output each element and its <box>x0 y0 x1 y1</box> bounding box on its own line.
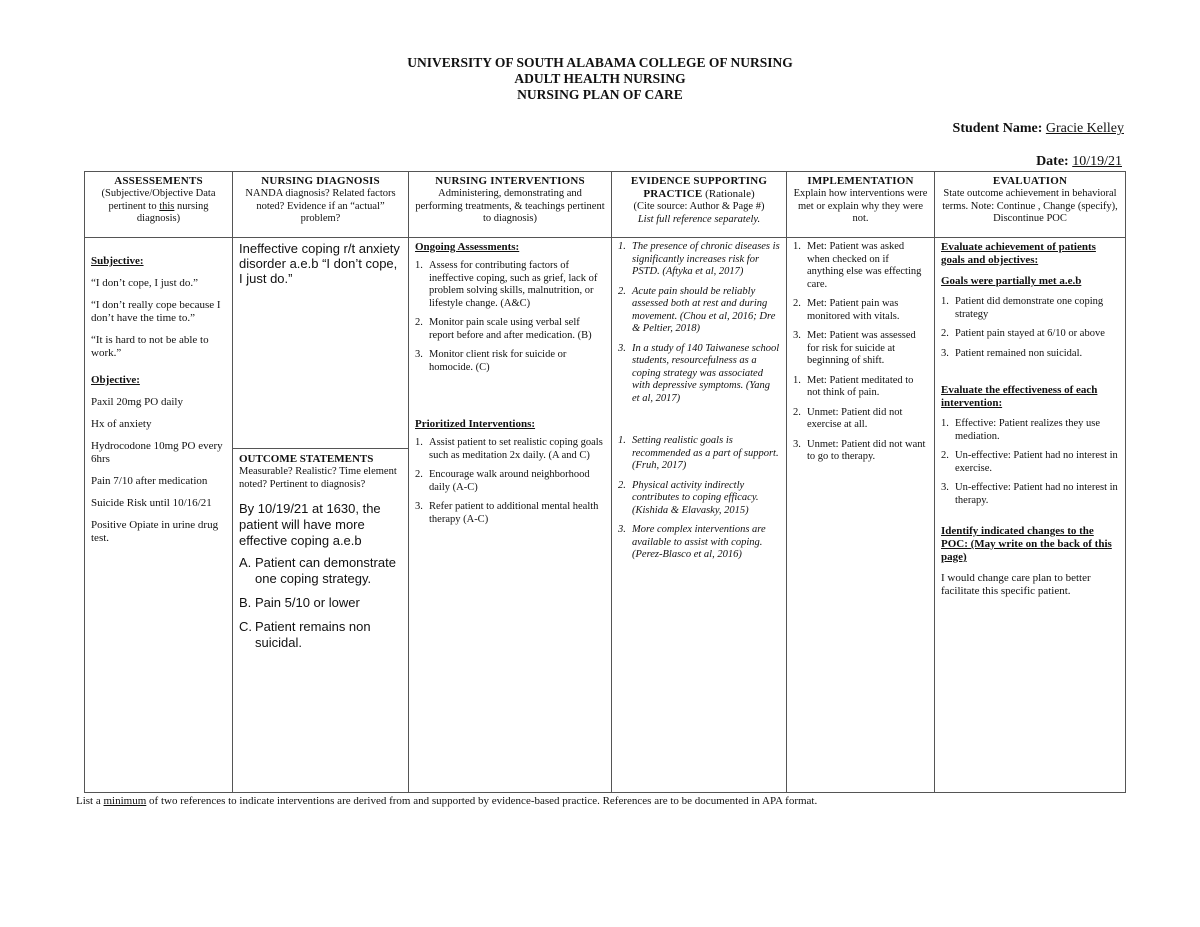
item-number: 2. <box>941 328 949 339</box>
item-number: 1. <box>793 241 801 252</box>
col-header-assessments <box>85 172 233 238</box>
goal-letter: C. <box>239 619 252 634</box>
item-text: The presence of chronic diseases is significantly increases risk for PSTD. (Aftyka et al, 2017) <box>632 241 780 277</box>
list-item <box>793 330 928 368</box>
diagnosis-box <box>233 238 408 449</box>
col-sub-assessments-3: diagnosis) <box>136 213 181 224</box>
item-number: 1. <box>415 437 423 448</box>
col-sub-evidence-italic: List full reference separately. <box>637 213 761 225</box>
item-number: 3. <box>941 482 949 493</box>
header-program: ADULT HEALTH NURSING <box>514 71 686 86</box>
item-number: 3. <box>415 349 423 360</box>
col-sub-assessments-2a: pertinent to <box>108 200 160 212</box>
item-number: 2. <box>415 469 423 480</box>
evaluation-cell <box>935 238 1126 793</box>
item-text: Monitor pain scale using verbal self report before and after medication. (B) <box>429 317 592 341</box>
eval-effect-list <box>941 418 1119 507</box>
item-text: Effective: Patient realizes they use mediation. <box>955 418 1100 442</box>
diagnosis-cell <box>233 238 409 793</box>
goal-letter: B. <box>239 595 252 610</box>
item-number: 2. <box>415 317 423 328</box>
evidence-list-ongoing <box>618 241 780 405</box>
item-number: 2. <box>941 450 949 461</box>
col-header-interventions <box>409 172 612 238</box>
eval-goals-list <box>941 296 1119 360</box>
implementation-cell <box>787 238 935 793</box>
document-header <box>0 55 1200 103</box>
list-item <box>793 298 928 323</box>
item-text: Assist patient to set realistic coping goals such as meditation 2x daily. (A and C) <box>429 437 603 461</box>
interventions-cell <box>409 238 612 793</box>
item-number: 3. <box>793 438 801 450</box>
list-item <box>793 439 928 464</box>
col-title-assessments: ASSESSEMENTS <box>114 175 203 187</box>
list-item <box>415 469 605 494</box>
list-item <box>618 480 780 518</box>
list-item <box>415 349 605 374</box>
assessments-cell <box>85 238 233 793</box>
item-text: Acute pain should be reliably assessed both at rest and during movement. (Chou et al, 2016; Dre & Peltier, 2018) <box>632 285 776 334</box>
goal-text: Patient remains non suicidal. <box>255 619 371 650</box>
goal-text: Patient can demonstrate one coping strategy. <box>255 555 396 586</box>
list-item <box>793 375 928 400</box>
item-text: Refer patient to additional mental health therapy (A-C) <box>429 501 599 525</box>
goal-text: Pain 5/10 or lower <box>255 595 360 610</box>
list-item <box>941 328 1119 341</box>
subjective-label: Subjective: <box>91 255 144 267</box>
list-item <box>415 260 605 310</box>
date-line <box>1036 154 1122 170</box>
student-name-label: Student Name: <box>952 121 1043 136</box>
item-text: Encourage walk around neighborhood daily (A-C) <box>429 469 590 493</box>
prioritized-interventions-label: Prioritized Interventions: <box>415 418 536 430</box>
list-item <box>618 343 780 406</box>
student-name-line <box>953 121 1124 137</box>
item-number: 2. <box>793 298 801 309</box>
col-sub-evidence: (Cite source: Author & Page #) <box>633 201 765 212</box>
col-title-interventions: NURSING INTERVENTIONS <box>435 175 585 187</box>
item-text: Setting realistic goals is recommended as a part of support. (Fruh, 2017) <box>632 435 779 471</box>
item-text: Met: Patient was asked when checked on if anything else was effecting care. <box>807 241 922 290</box>
item-text: Patient pain stayed at 6/10 or above <box>955 328 1105 339</box>
item-number: 1. <box>941 296 949 307</box>
subjective-item: “I don’t cope, I just do.” <box>91 277 199 289</box>
col-sub-diagnosis: NANDA diagnosis? Related factors noted? Evidence if an “actual” problem? <box>245 188 396 224</box>
col-sub-interventions: Administering, demonstrating and performing treatments, & teachings pertinent to diagnosis) <box>415 188 605 224</box>
item-number: 3. <box>618 342 626 354</box>
item-text: Unmet: Patient did not want to go to therapy. <box>807 438 926 462</box>
item-number: 1. <box>941 418 949 429</box>
item-text: Patient did demonstrate one coping strategy <box>955 296 1104 320</box>
evidence-list-prioritized <box>618 435 780 562</box>
eval-changes-title: Identify indicated changes to the POC: (May write on the back of this page) <box>941 525 1112 563</box>
goal-letter: A. <box>239 555 252 570</box>
list-item <box>415 437 605 462</box>
student-name-value: Gracie Kelley <box>1045 121 1124 136</box>
col-title-diagnosis: NURSING DIAGNOSIS <box>261 175 380 187</box>
col-sub-evaluation: State outcome achievement in behavioral terms. Note: Continue , Change (specify), Discontinue POC <box>942 188 1118 224</box>
item-number: 2. <box>618 285 626 297</box>
item-number: 1. <box>793 374 801 386</box>
list-item <box>415 501 605 526</box>
prioritized-interventions-list <box>415 437 605 526</box>
eval-goals-title: Evaluate achievement of patients goals and objectives: <box>941 241 1096 266</box>
col-header-implementation <box>787 172 935 238</box>
objective-item: Pain 7/10 after medication <box>91 475 208 487</box>
item-number: 3. <box>618 524 626 535</box>
list-item <box>793 407 928 432</box>
objective-item: Hydrocodone 10mg PO every 6hrs <box>91 440 223 465</box>
footnote-pre: List a <box>76 795 104 807</box>
list-item <box>941 450 1119 475</box>
item-text: Unmet: Patient did not exercise at all. <box>807 406 903 430</box>
item-text: Met: Patient was assessed for risk for suicide at beginning of shift. <box>807 330 916 366</box>
goal-item <box>239 619 402 651</box>
goal-item <box>239 555 402 587</box>
item-text: Assess for contributing factors of ineffective coping, such as grief, lack of problem solving skills, malnutrition, or lifestyle change. (A&C) <box>429 260 598 309</box>
ongoing-assessments-list <box>415 260 605 374</box>
col-sub-assessments-2b: nursing <box>174 200 209 212</box>
eval-goals-met: Goals were partially met a.e.b <box>941 275 1082 287</box>
item-text: Met: Patient meditated to not think of pain. <box>807 374 914 398</box>
item-number: 2. <box>618 479 626 491</box>
list-item <box>941 418 1119 443</box>
col-sub-assessments-2u: this <box>159 200 175 212</box>
list-item <box>618 241 780 279</box>
header-row <box>85 172 1126 238</box>
list-item <box>941 482 1119 507</box>
outcome-box <box>233 449 408 663</box>
content-row <box>85 238 1126 793</box>
header-form-title: NURSING PLAN OF CARE <box>517 87 683 102</box>
list-item <box>618 286 780 336</box>
outcome-subtitle: Measurable? Realistic? Time element noted? Pertinent to diagnosis? <box>239 466 397 490</box>
objective-item: Hx of anxiety <box>91 418 152 430</box>
item-number: 1. <box>618 435 626 446</box>
eval-changes-text: I would change care plan to better facilitate this specific patient. <box>941 572 1091 597</box>
objective-label: Objective: <box>91 374 140 386</box>
outcome-title: OUTCOME STATEMENTS <box>239 453 374 465</box>
col-title-evaluation: EVALUATION <box>992 175 1068 187</box>
ongoing-assessments-label: Ongoing Assessments: <box>415 241 520 253</box>
references-footnote <box>76 795 817 807</box>
care-plan-table <box>84 171 1126 793</box>
list-item <box>415 317 605 342</box>
col-header-diagnosis <box>233 172 409 238</box>
date-value: 10/19/21 <box>1072 154 1122 169</box>
item-text: Un-effective: Patient had no interest in exercise. <box>955 450 1118 474</box>
item-text: In a study of 140 Taiwanese school students, resourcefulness as a coping strategy was associated with depressive symptoms. (Yang et al, 2017) <box>632 342 780 404</box>
footnote-underlined: minimum <box>103 795 147 807</box>
outcome-goal-list <box>239 555 402 651</box>
date-label: Date: <box>1036 154 1069 169</box>
col-header-evidence <box>612 172 787 238</box>
item-text: More complex interventions are available to assist with coping. (Perez-Blasco et al, 2016) <box>632 524 766 560</box>
implementation-list <box>793 241 928 464</box>
col-sub-implementation: Explain how interventions were met or explain why they were not. <box>793 188 928 224</box>
list-item <box>793 241 928 291</box>
objective-item: Paxil 20mg PO daily <box>91 396 183 408</box>
col-title-evidence-suffix: (Rationale) <box>702 188 755 200</box>
objective-item: Suicide Risk until 10/16/21 <box>91 497 212 509</box>
objective-item: Positive Opiate in urine drug test. <box>91 519 219 544</box>
subjective-item: “I don’t really cope because I don’t have the time to.” <box>91 299 221 324</box>
item-number: 3. <box>941 347 949 359</box>
goal-item <box>239 595 402 611</box>
col-sub-assessments-1: (Subjective/Objective Data <box>101 188 216 199</box>
item-text: Patient remained non suicidal. <box>955 347 1083 359</box>
list-item <box>618 524 780 562</box>
col-title-implementation: IMPLEMENTATION <box>807 175 914 187</box>
item-number: 1. <box>415 260 423 271</box>
item-number: 3. <box>793 330 801 341</box>
eval-effect-title: Evaluate the effectiveness of each intervention: <box>941 384 1098 409</box>
col-header-evaluation <box>935 172 1126 238</box>
item-text: Physical activity indirectly contributes to coping efficacy. (Kishida & Elavasky, 2015) <box>632 479 759 516</box>
diagnosis-text: Ineffective coping r/t anxiety disorder a.e.b “I don’t cope, I just do.” <box>239 241 400 286</box>
item-number: 3. <box>415 501 423 512</box>
footnote-post: of two references to indicate interventions are derived from and supported by evidence-based practice. References are to be documented in APA format. <box>146 795 818 807</box>
item-number: 1. <box>618 241 626 252</box>
col-title-evidence: EVIDENCE SUPPORTING PRACTICE <box>630 175 768 200</box>
item-text: Un-effective: Patient had no interest in therapy. <box>955 482 1118 506</box>
item-text: Monitor client risk for suicide or homocide. (C) <box>429 349 567 373</box>
item-number: 2. <box>793 406 801 418</box>
list-item <box>941 348 1119 361</box>
list-item <box>941 296 1119 321</box>
item-text: Met: Patient pain was monitored with vitals. <box>807 298 900 322</box>
header-university: UNIVERSITY OF SOUTH ALABAMA COLLEGE OF NURSING <box>407 55 793 70</box>
list-item <box>618 435 780 473</box>
subjective-item: “It is hard to not be able to work.” <box>91 334 209 359</box>
outcome-goal: By 10/19/21 at 1630, the patient will have more effective coping a.e.b <box>239 501 381 548</box>
evidence-cell <box>612 238 787 793</box>
col-sub-assessments <box>91 188 226 226</box>
